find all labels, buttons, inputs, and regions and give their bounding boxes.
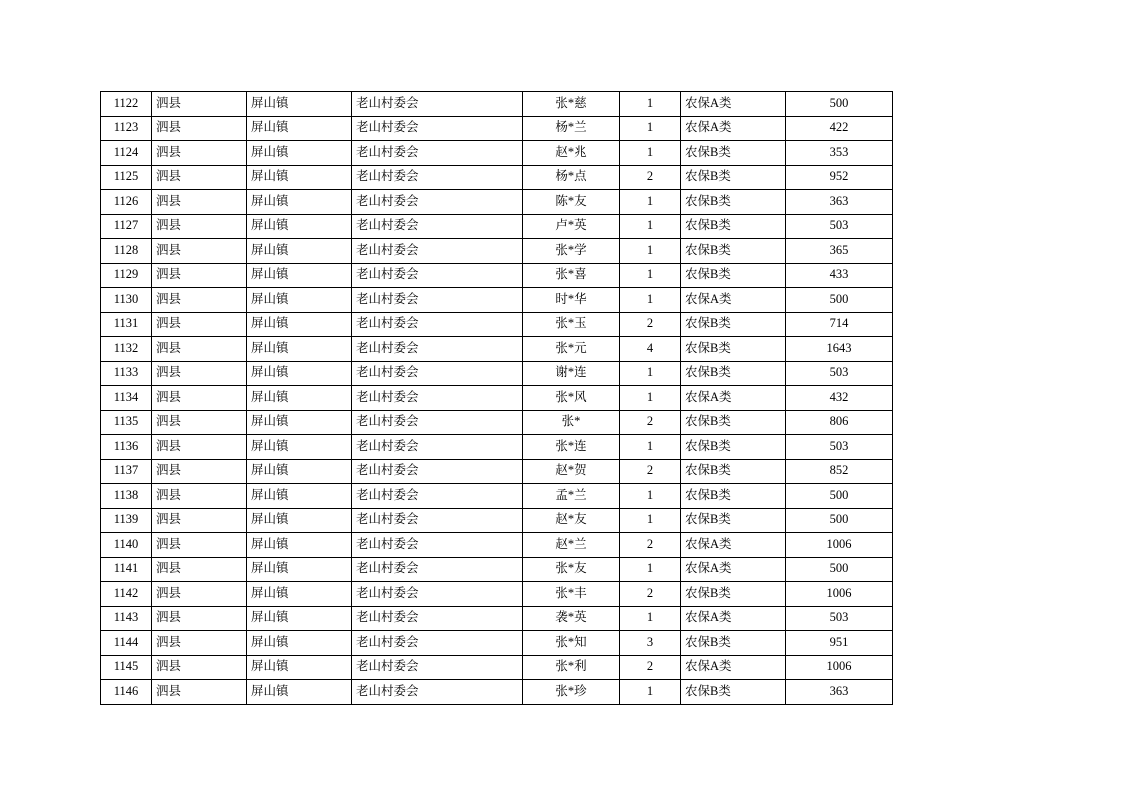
cell-name: 时*华 [523, 288, 620, 313]
cell-village: 老山村委会 [352, 484, 523, 509]
table-row [101, 410, 893, 435]
cell-county: 泗县 [152, 606, 247, 631]
cell-count: 1 [620, 288, 681, 313]
cell-town: 屏山镇 [247, 582, 352, 607]
cell-amount: 1006 [786, 533, 893, 558]
cell-amount: 500 [786, 288, 893, 313]
table-row [101, 190, 893, 215]
cell-county: 泗县 [152, 484, 247, 509]
cell-county: 泗县 [152, 582, 247, 607]
cell-town: 屏山镇 [247, 116, 352, 141]
cell-county: 泗县 [152, 239, 247, 264]
cell-count: 2 [620, 459, 681, 484]
cell-village: 老山村委会 [352, 263, 523, 288]
cell-village: 老山村委会 [352, 214, 523, 239]
cell-category: 农保A类 [681, 116, 786, 141]
cell-village: 老山村委会 [352, 92, 523, 117]
cell-amount: 365 [786, 239, 893, 264]
cell-category: 农保B类 [681, 508, 786, 533]
cell-amount: 500 [786, 557, 893, 582]
cell-index: 1146 [101, 680, 152, 705]
cell-village: 老山村委会 [352, 582, 523, 607]
cell-town: 屏山镇 [247, 557, 352, 582]
cell-index: 1144 [101, 631, 152, 656]
cell-town: 屏山镇 [247, 337, 352, 362]
cell-village: 老山村委会 [352, 116, 523, 141]
cell-name: 谢*连 [523, 361, 620, 386]
cell-county: 泗县 [152, 680, 247, 705]
cell-count: 1 [620, 239, 681, 264]
cell-index: 1137 [101, 459, 152, 484]
cell-amount: 503 [786, 435, 893, 460]
cell-town: 屏山镇 [247, 239, 352, 264]
cell-count: 2 [620, 533, 681, 558]
cell-village: 老山村委会 [352, 459, 523, 484]
cell-village: 老山村委会 [352, 655, 523, 680]
cell-village: 老山村委会 [352, 239, 523, 264]
cell-category: 农保B类 [681, 435, 786, 460]
cell-village: 老山村委会 [352, 312, 523, 337]
cell-index: 1122 [101, 92, 152, 117]
cell-town: 屏山镇 [247, 508, 352, 533]
cell-category: 农保B类 [681, 361, 786, 386]
cell-index: 1132 [101, 337, 152, 362]
table-row [101, 92, 893, 117]
cell-index: 1141 [101, 557, 152, 582]
table-row [101, 533, 893, 558]
cell-amount: 503 [786, 606, 893, 631]
cell-county: 泗县 [152, 655, 247, 680]
cell-county: 泗县 [152, 386, 247, 411]
cell-amount: 503 [786, 361, 893, 386]
cell-category: 农保B类 [681, 582, 786, 607]
table-body [101, 92, 893, 705]
cell-amount: 422 [786, 116, 893, 141]
cell-amount: 1006 [786, 582, 893, 607]
cell-name: 张*学 [523, 239, 620, 264]
table-row [101, 386, 893, 411]
cell-count: 1 [620, 680, 681, 705]
cell-count: 2 [620, 582, 681, 607]
cell-village: 老山村委会 [352, 190, 523, 215]
cell-index: 1143 [101, 606, 152, 631]
cell-amount: 500 [786, 484, 893, 509]
cell-count: 1 [620, 214, 681, 239]
cell-count: 1 [620, 116, 681, 141]
cell-category: 农保B类 [681, 337, 786, 362]
cell-count: 1 [620, 361, 681, 386]
table-row [101, 508, 893, 533]
cell-town: 屏山镇 [247, 361, 352, 386]
cell-count: 1 [620, 557, 681, 582]
cell-county: 泗县 [152, 312, 247, 337]
cell-count: 2 [620, 165, 681, 190]
cell-county: 泗县 [152, 459, 247, 484]
cell-county: 泗县 [152, 214, 247, 239]
cell-count: 1 [620, 263, 681, 288]
cell-category: 农保A类 [681, 606, 786, 631]
cell-village: 老山村委会 [352, 361, 523, 386]
cell-category: 农保B类 [681, 312, 786, 337]
cell-index: 1135 [101, 410, 152, 435]
cell-index: 1128 [101, 239, 152, 264]
table-row [101, 557, 893, 582]
cell-category: 农保B类 [681, 680, 786, 705]
cell-amount: 1006 [786, 655, 893, 680]
cell-village: 老山村委会 [352, 337, 523, 362]
cell-village: 老山村委会 [352, 165, 523, 190]
table-row [101, 680, 893, 705]
cell-category: 农保B类 [681, 410, 786, 435]
cell-name: 张*慈 [523, 92, 620, 117]
cell-count: 1 [620, 190, 681, 215]
cell-amount: 952 [786, 165, 893, 190]
cell-name: 张*连 [523, 435, 620, 460]
cell-county: 泗县 [152, 165, 247, 190]
cell-index: 1134 [101, 386, 152, 411]
table-row [101, 361, 893, 386]
cell-county: 泗县 [152, 141, 247, 166]
cell-town: 屏山镇 [247, 484, 352, 509]
table-row [101, 263, 893, 288]
cell-amount: 852 [786, 459, 893, 484]
cell-amount: 806 [786, 410, 893, 435]
cell-county: 泗县 [152, 288, 247, 313]
cell-category: 农保A类 [681, 386, 786, 411]
cell-village: 老山村委会 [352, 288, 523, 313]
table-row [101, 312, 893, 337]
cell-amount: 951 [786, 631, 893, 656]
cell-name: 张*友 [523, 557, 620, 582]
table-row [101, 288, 893, 313]
table-row [101, 606, 893, 631]
cell-category: 农保B类 [681, 239, 786, 264]
table-row [101, 214, 893, 239]
cell-name: 赵*友 [523, 508, 620, 533]
cell-index: 1129 [101, 263, 152, 288]
cell-category: 农保A类 [681, 92, 786, 117]
cell-name: 张*利 [523, 655, 620, 680]
cell-category: 农保B类 [681, 263, 786, 288]
cell-category: 农保A类 [681, 557, 786, 582]
cell-count: 3 [620, 631, 681, 656]
table-row [101, 582, 893, 607]
cell-town: 屏山镇 [247, 263, 352, 288]
cell-index: 1131 [101, 312, 152, 337]
cell-name: 孟*兰 [523, 484, 620, 509]
table-row [101, 165, 893, 190]
cell-town: 屏山镇 [247, 288, 352, 313]
table-row [101, 655, 893, 680]
cell-town: 屏山镇 [247, 312, 352, 337]
cell-amount: 714 [786, 312, 893, 337]
cell-category: 农保A类 [681, 655, 786, 680]
cell-name: 杨*兰 [523, 116, 620, 141]
cell-town: 屏山镇 [247, 606, 352, 631]
cell-county: 泗县 [152, 337, 247, 362]
table-row [101, 459, 893, 484]
cell-index: 1127 [101, 214, 152, 239]
cell-index: 1145 [101, 655, 152, 680]
cell-count: 1 [620, 386, 681, 411]
cell-town: 屏山镇 [247, 165, 352, 190]
cell-name: 张*丰 [523, 582, 620, 607]
cell-count: 2 [620, 312, 681, 337]
cell-category: 农保A类 [681, 288, 786, 313]
cell-amount: 1643 [786, 337, 893, 362]
cell-amount: 432 [786, 386, 893, 411]
cell-county: 泗县 [152, 361, 247, 386]
cell-town: 屏山镇 [247, 386, 352, 411]
table-row [101, 435, 893, 460]
cell-county: 泗县 [152, 92, 247, 117]
table-row [101, 631, 893, 656]
cell-town: 屏山镇 [247, 141, 352, 166]
cell-count: 2 [620, 410, 681, 435]
table-row [101, 337, 893, 362]
cell-count: 1 [620, 141, 681, 166]
table-row [101, 239, 893, 264]
cell-village: 老山村委会 [352, 508, 523, 533]
cell-village: 老山村委会 [352, 680, 523, 705]
cell-index: 1130 [101, 288, 152, 313]
cell-index: 1139 [101, 508, 152, 533]
cell-index: 1142 [101, 582, 152, 607]
cell-amount: 363 [786, 190, 893, 215]
cell-index: 1138 [101, 484, 152, 509]
cell-town: 屏山镇 [247, 435, 352, 460]
cell-town: 屏山镇 [247, 459, 352, 484]
cell-category: 农保B类 [681, 459, 786, 484]
cell-town: 屏山镇 [247, 92, 352, 117]
cell-name: 张*玉 [523, 312, 620, 337]
cell-amount: 503 [786, 214, 893, 239]
cell-town: 屏山镇 [247, 680, 352, 705]
cell-village: 老山村委会 [352, 386, 523, 411]
cell-county: 泗县 [152, 435, 247, 460]
cell-county: 泗县 [152, 116, 247, 141]
cell-village: 老山村委会 [352, 606, 523, 631]
cell-name: 赵*贺 [523, 459, 620, 484]
cell-index: 1126 [101, 190, 152, 215]
table-row [101, 141, 893, 166]
table-row [101, 116, 893, 141]
cell-index: 1140 [101, 533, 152, 558]
cell-village: 老山村委会 [352, 631, 523, 656]
cell-index: 1124 [101, 141, 152, 166]
cell-town: 屏山镇 [247, 533, 352, 558]
cell-name: 张*元 [523, 337, 620, 362]
cell-village: 老山村委会 [352, 435, 523, 460]
beneficiary-table-container [100, 91, 852, 705]
cell-county: 泗县 [152, 410, 247, 435]
cell-amount: 363 [786, 680, 893, 705]
cell-amount: 433 [786, 263, 893, 288]
cell-county: 泗县 [152, 557, 247, 582]
cell-name: 赵*兆 [523, 141, 620, 166]
cell-count: 4 [620, 337, 681, 362]
cell-category: 农保B类 [681, 484, 786, 509]
cell-count: 1 [620, 435, 681, 460]
cell-town: 屏山镇 [247, 190, 352, 215]
cell-count: 1 [620, 92, 681, 117]
cell-county: 泗县 [152, 533, 247, 558]
cell-village: 老山村委会 [352, 533, 523, 558]
cell-amount: 353 [786, 141, 893, 166]
cell-index: 1123 [101, 116, 152, 141]
beneficiary-table [100, 91, 893, 705]
cell-amount: 500 [786, 92, 893, 117]
cell-count: 1 [620, 484, 681, 509]
cell-category: 农保B类 [681, 631, 786, 656]
cell-town: 屏山镇 [247, 655, 352, 680]
cell-category: 农保A类 [681, 533, 786, 558]
cell-name: 陈*友 [523, 190, 620, 215]
cell-index: 1133 [101, 361, 152, 386]
cell-name: 袭*英 [523, 606, 620, 631]
cell-index: 1136 [101, 435, 152, 460]
cell-category: 农保B类 [681, 214, 786, 239]
cell-county: 泗县 [152, 631, 247, 656]
cell-village: 老山村委会 [352, 410, 523, 435]
cell-town: 屏山镇 [247, 631, 352, 656]
cell-town: 屏山镇 [247, 410, 352, 435]
cell-name: 赵*兰 [523, 533, 620, 558]
cell-category: 农保B类 [681, 141, 786, 166]
cell-county: 泗县 [152, 190, 247, 215]
cell-amount: 500 [786, 508, 893, 533]
cell-county: 泗县 [152, 263, 247, 288]
cell-count: 1 [620, 508, 681, 533]
cell-count: 1 [620, 606, 681, 631]
cell-count: 2 [620, 655, 681, 680]
cell-village: 老山村委会 [352, 141, 523, 166]
cell-category: 农保B类 [681, 190, 786, 215]
cell-name: 张*喜 [523, 263, 620, 288]
cell-name: 张*风 [523, 386, 620, 411]
cell-name: 张*知 [523, 631, 620, 656]
cell-town: 屏山镇 [247, 214, 352, 239]
cell-name: 卢*英 [523, 214, 620, 239]
cell-category: 农保B类 [681, 165, 786, 190]
cell-village: 老山村委会 [352, 557, 523, 582]
table-row [101, 484, 893, 509]
cell-name: 杨*点 [523, 165, 620, 190]
cell-county: 泗县 [152, 508, 247, 533]
cell-name: 张* [523, 410, 620, 435]
cell-name: 张*珍 [523, 680, 620, 705]
cell-index: 1125 [101, 165, 152, 190]
